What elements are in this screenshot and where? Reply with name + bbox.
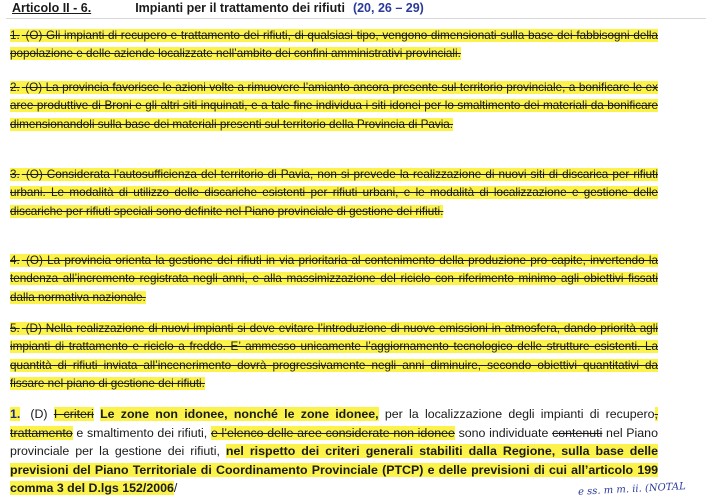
inserted-text: Le zone non idonee, nonché le zone idonee, [100,407,379,421]
deleted-text: contenuti [552,425,603,440]
article-title: Impianti per il trattamento dei rifiuti [135,1,345,15]
plain-text: nel Piano provinciale per la gestione dei rifiuti, [10,425,658,458]
revised-tag: (D) [30,407,48,421]
paragraph-number: 4. [10,254,20,267]
paragraph-text: (O) Considerata l’autosufficienza del territorio di Pavia, non si prevede la realizzazione di nuovi siti di discarica per rifiuti urbani. Le modalità di utilizzo delle discariche esistenti per rifiuti urbani, e le modalità di localizzazione e gestione delle discariche per rifiuti speciali sono definite nel Piano provinciale di gestione dei rifiuti. [10,168,658,218]
paragraph-text: (O) Gli impianti di recupero e trattamento dei rifiuti, di qualsiasi tipo, vengono dimensionati sulla base dei fabbisogni della popolazione e delle aziende localizzate nell’ambito dei confini amministrativi provinciali. [10,29,659,61]
paragraph-number: 1. [10,29,20,42]
paragraph-number: 5. [10,322,20,335]
paragraph-1 [10,27,658,64]
paragraph-text: (O) La provincia favorisce le azioni volte a rimuovere l’amianto ancora presente sul territorio provinciale, a bonificare le ex aree produttive di Broni e gli altri siti inquinati, e a tale fine individua i siti idonei per lo smaltimento dei materiali da bonificare dimensionandoli sulla base dei materiali presenti sul territorio della Provincia di Pavia. [10,81,658,131]
paragraph-text: (D) Nella realizzazione di nuovi impianti si deve evitare l’introduzione di nuove emissioni in atmosfera, dando priorità agli impianti di trattamento e riciclo a freddo. E’ ammesso unicamente l’aggiornamento tecnologico delle strutture esistenti. La quantità di rifiuti inviata all’incenerimento dovrà progressivamente negli anni diminuire, secondo obiettivi quantitativi da fissare nel piano di gestione dei rifiuti. [10,322,658,391]
deleted-text: e l’elenco delle aree considerate non idonee [210,425,455,440]
paragraph-2 [10,79,658,134]
paragraph-revised [10,405,658,498]
article-number: Articolo II - 6. [12,1,92,15]
deleted-text: I criteri [53,407,94,421]
plain-text: / [173,481,178,495]
article-header [12,0,424,16]
header-divider [6,18,706,19]
inserted-text: nel rispetto dei criteri generali stabiliti dalla Regione, sulla base delle previsioni del Piano Territoriale di Coordinamento Provinciale (PTCP) e delle previsioni di cui all’articolo 199 comma 3 del D.lgs 152/2006 [10,444,658,495]
plain-text: per la localizzazione degli impianti di recupero [384,407,655,421]
paragraph-text: (O) La provincia orienta la gestione dei rifiuti in via prioritaria al contenimento della produzione pro capite, invertendo la tendenza all’incremento registrata negli anni, e alla massimizzazione del riciclo con riferimento minimo agli obiettivi fissati dalla normativa nazionale. [10,254,659,304]
paragraph-number: 2. [10,81,20,94]
deleted-text: , trattamento [10,407,658,440]
paragraph-5 [10,320,658,394]
paragraph-3 [10,166,658,221]
handwritten-annotation: e ss. m m. ii. (NOTAL [577,481,687,498]
paragraph-4 [10,252,658,307]
plain-text: e smaltimento dei rifiuti, [76,425,208,440]
plain-text: sono individuate [458,425,549,440]
article-references: (20, 26 – 29) [352,1,424,15]
revised-number: 1. [10,407,21,421]
paragraph-number: 3. [10,168,20,181]
